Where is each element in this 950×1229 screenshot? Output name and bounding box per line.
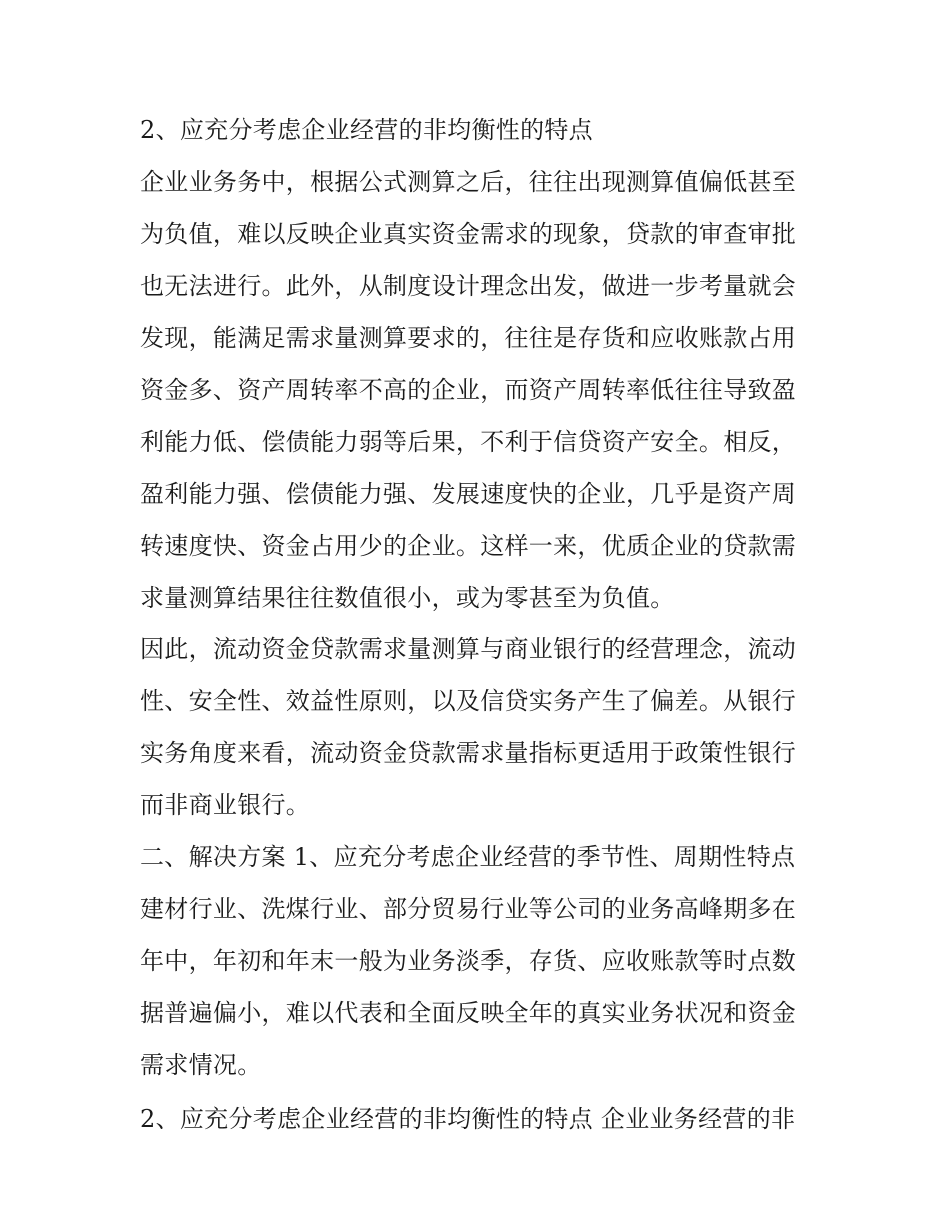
section-heading: 二、解决方案 1、应充分考虑企业经营的季节性、周期性特点: [140, 843, 796, 871]
text-line: 建材行业、洗煤行业、部分贸易行业等公司的业务高峰期多在: [140, 895, 797, 923]
text-line: 因此，流动资金贷款需求量测算与商业银行的经营理念，流动: [140, 635, 797, 663]
text-line: 转速度快、资金占用少的企业。这样一来，优质企业的贷款需: [140, 532, 797, 560]
text-line: 企业业务务中，根据公式测算之后，往往出现测算值偏低甚至: [140, 168, 797, 196]
text-line: 为负值，难以反映企业真实资金需求的现象，贷款的审查审批: [140, 220, 797, 248]
text-line: 也无法进行。此外，从制度设计理念出发，做进一步考量就会: [140, 272, 797, 300]
text-line: 据普遍偏小，难以代表和全面反映全年的真实业务状况和资金: [140, 999, 797, 1027]
section-heading: 2、应充分考虑企业经营的非均衡性的特点 企业业务经营的非: [140, 1105, 796, 1133]
text-line: 盈利能力强、偿债能力强、发展速度快的企业，几乎是资产周: [140, 480, 797, 508]
text-line: 资金多、资产周转率不高的企业，而资产周转率低往往导致盈: [140, 376, 797, 404]
text-line: 实务角度来看，流动资金贷款需求量指标更适用于政策性银行: [140, 739, 797, 767]
text-line: 而非商业银行。: [140, 791, 311, 819]
text-line: 求量测算结果往往数值很小，或为零甚至为负值。: [140, 584, 675, 612]
text-line: 性、安全性、效益性原则，以及信贷实务产生了偏差。从银行: [140, 687, 797, 715]
text-line: 发现，能满足需求量测算要求的，往往是存货和应收账款占用: [140, 324, 797, 352]
text-line: 年中，年初和年末一般为业务淡季，存货、应收账款等时点数: [140, 947, 797, 975]
section-heading: 2、应充分考虑企业经营的非均衡性的特点: [140, 116, 593, 144]
text-line: 需求情况。: [140, 1051, 262, 1079]
text-line: 利能力低、偿债能力弱等后果，不利于信贷资产安全。相反，: [140, 428, 797, 456]
